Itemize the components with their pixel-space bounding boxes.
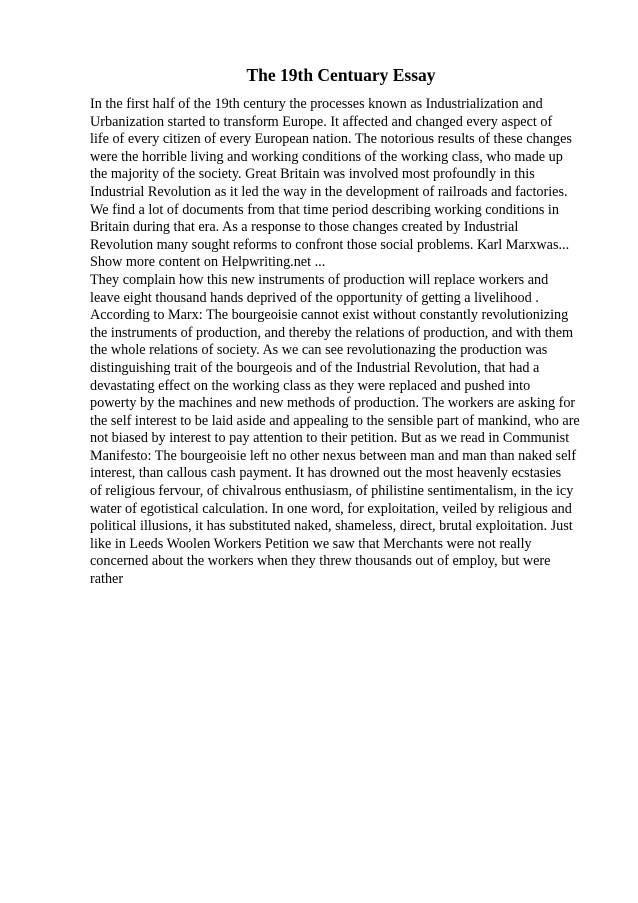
text-line: devastating effect on the working class as they were replaced and pushed into <box>90 377 531 394</box>
text-line: life of every citizen of every European nation. The notorious results of these changes <box>90 131 572 148</box>
text-line: not biased by interest to pay attention to their petition. But as we read in Communist <box>90 430 570 447</box>
text-line: water of egotistical calculation. In one word, for exploitation, veiled by religious and <box>90 500 572 517</box>
text-line: rather <box>90 571 124 588</box>
text-line: the whole relations of society. As we can see revolutionazing the production was <box>90 342 548 359</box>
text-line: leave eight thousand hands deprived of the opportunity of getting a livelihood . <box>90 289 539 306</box>
document-body <box>90 96 610 589</box>
text-line: the self interest to be laid aside and appealing to the sensible part of mankind, who are <box>90 412 580 429</box>
text-line: concerned about the workers when they threw thousands out of employ, but were <box>90 553 551 570</box>
text-line: the instruments of production, and thereby the relations of production, and with them <box>90 324 574 341</box>
text-line: They complain how this new instruments of production will replace workers and <box>90 271 549 288</box>
more-content-link[interactable]: Show more content on Helpwriting.net ... <box>90 254 326 271</box>
text-line: of religious fervour, of chivalrous enthusiasm, of philistine sentimentalism, in the icy <box>90 483 574 500</box>
text-line: In the first half of the 19th century the processes known as Industrialization and <box>90 96 543 112</box>
text-line: Revolution many sought reforms to confront those social problems. Karl Marxwas... <box>90 236 570 253</box>
document-title: The 19th Centuary Essay <box>246 65 436 85</box>
text-line: Manifesto: The bourgeoisie left no other nexus between man and man than naked self <box>90 447 577 464</box>
text-line: were the horrible living and working conditions of the working class, who made up <box>90 148 563 165</box>
text-line: We find a lot of documents from that time period describing working conditions in <box>90 201 559 218</box>
text-line: interest, than callous cash payment. It has drowned out the most heavenly ecstasies <box>90 465 562 482</box>
text-line: political illusions, it has substituted naked, shameless, direct, brutal exploitation. Just <box>90 518 573 535</box>
text-line: distinguishing trait of the bourgeois and of the Industrial Revolution, that had a <box>90 359 540 376</box>
text-line: the majority of the society. Great Britain was involved most profoundly in this <box>90 166 535 183</box>
text-line: like in Leeds Woolen Workers Petition we saw that Merchants were not really <box>90 535 532 552</box>
text-line: powerty by the machines and new methods of production. The workers are asking for <box>90 395 576 412</box>
text-line: Britain during that era. As a response to those changes created by Industrial <box>90 219 519 236</box>
text-line: Urbanization started to transform Europe. It affected and changed every aspect of <box>90 113 553 130</box>
text-line: According to Marx: The bourgeoisie cannot exist without constantly revolutionizing <box>90 307 569 324</box>
text-line: Industrial Revolution as it led the way in the development of railroads and factories. <box>90 183 568 200</box>
